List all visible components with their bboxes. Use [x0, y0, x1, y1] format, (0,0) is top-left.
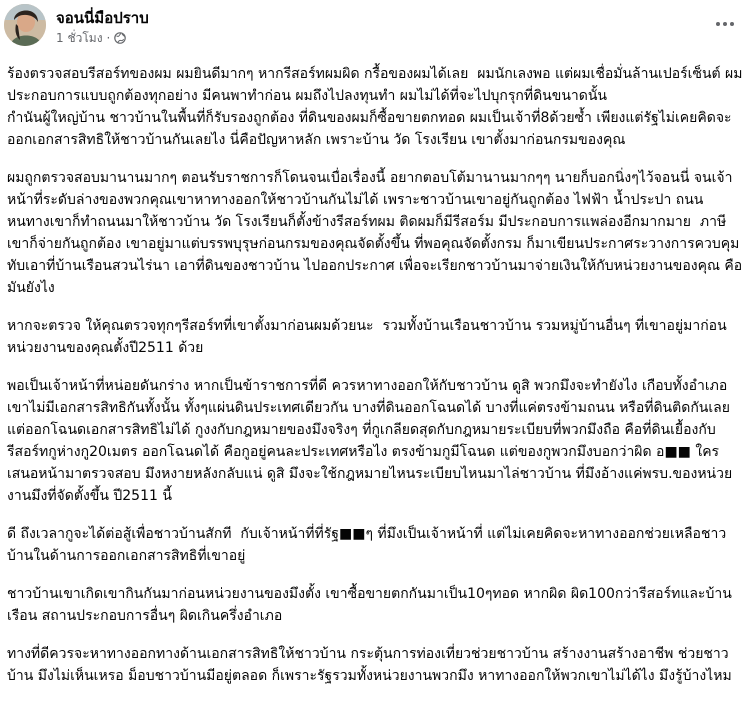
- post-paragraph: ร้องตรวจสอบรีสอร์ทของผม ผมยินดีมากๆ หากรีสอร์ทผมผิด กรื้อของผมได้เลย ผมนักเลงพอ แต่ผมเชื่อมั่นล้านเปอร์เซ็นต์ ผมประกอบการแบบถูกต้องทุกอย่าง มีคนพาทำก่อน ผมถึงไปลงทุนทำ ผมไม่ได้ที่จะไปบุกรุกที่ดินขนาดนั้น กำนันผู้ใหญ่บ้าน ชาวบ้านในพื้นที่ก็รับรองถูกต้อง ที่ดินของผมก็ซื้อขายตกทอด ผมเป็นเจ้าที่8ด้วยซ้ำ เพียงแต่รัฐไม่เคยคิดจะออกเอกสารสิทธิให้ชาวบ้านกันเลยไง นี่คือปัญหาหลัก เพราะบ้าน วัด โรงเรียน เขาตั้งมาก่อนกรมของคุณ: [7, 66, 743, 148]
- more-options-button[interactable]: [707, 6, 743, 42]
- post-paragraph: ทางที่ดีควรจะหาทางออกทางด้านเอกสารสิทธิให้ชาวบ้าน กระตุ้นการท่องเที่ยวช่วยชาวบ้าน สร้างงานสร้างอาชีพ ช่วยชาวบ้าน มึงไม่เห็นเหรอ ม็อบชาวบ้านมีอยู่ตลอด ก็เพราะรัฐรวมทั้งหน่วยงานพวกมึง หาทางออกให้พวกเขาไม่ได้ไง มึงรู้บ้างไหม: [7, 646, 732, 684]
- post-meta: [56, 30, 126, 46]
- avatar[interactable]: [4, 4, 46, 46]
- more-horizontal-icon: [715, 21, 735, 27]
- post-header: [0, 0, 751, 58]
- post-paragraph: ชาวบ้านเขาเกิดเขากินกันมาก่อนหน่วยงานของมึงตั้ง เขาซื้อขายตกกันมาเป็น10ๆทอด หากผิด ผิด100กว่ารีสอร์ทและบ้านเรือน สถานประกอบการอื่นๆ ผิดเกินครึ่งอำเภอ: [7, 586, 732, 624]
- post-timestamp[interactable]: 1 ชั่วโมง: [56, 30, 103, 45]
- post-paragraph: หากจะตรวจ ให้คุณตรวจทุกๆรีสอร์ทที่เขาตั้งมาก่อนผมด้วยนะ รวมทั้งบ้านเรือนชาวบ้าน รวมหมู่บ้านอื่นๆ ที่เขาอยู่มาก่อนหน่วยงานของคุณตั้งปี2511 ด้วย: [7, 318, 727, 356]
- meta-separator: ·: [106, 31, 111, 45]
- post-paragraph: ผมถูกตรวจสอบมานานมากๆ ตอนรับราชการก็โดนจนเบื่อเรื่องนี้ อยากตอบโต้มานานมากๆๆ นายก็บอกนิ่งๆไว้จอนนี่ จนเจ้าหน้าที่ระดับล่างของพวกคุณเขาหาทางออกให้ชาวบ้านกันไม่ได้ เพราะชาวบ้านเขาอยู่กันถูกต้อง ไฟฟ้า น้ำประปา ถนนหนทางเขาก็ทำถนนมาให้ชาวบ้าน วัด โรงเรียนก็ตั้งข้างรีสอร์ทผม ติดผมก็มีรีสอร์ม มีประกอบการแพล่องอีกมากมาย ภาษี เขาก็จ่ายกันถูกต้อง เขาอยู่มาแต่บรรพบุรุษก่อนกรมของคุณจัดตั้งขึ้น ที่พอคุณจัดตั้งกรม ก็มาเขียนประกาศระวางการควบคุมทับเอาที่บ้านเรือนสวนไร่นา เอาที่ดินของชาวบ้าน ไปออกประกาศ เพื่อจะเรียกชาวบ้านมาจ่ายเงินให้กับหน่วยงานของคุณ คือมันยังไง: [7, 170, 743, 296]
- post-paragraph: พอเป็นเจ้าหน้าที่หน่อยดันกร่าง หากเป็นข้าราชการที่ดี ควรหาทางออกให้กับชาวบ้าน ดูสิ พวกมึงจะทำยังไง เกือบทั้งอำเภอ เขาไม่มีเอกสารสิทธิกันทั้งนั้น ทั้งๆแผ่นดินประเทศเดียวกัน บางที่ดินออกโฉนดได้ บางที่แค่ตรงข้ามถนน หรือที่ดินติดกันเลย แต่ออกโฉนดเอกสารสิทธิไม่ได้ กูงงกับกฎหมายของมึงจริงๆ ที่กูเกลียดสุดกับกฎหมายระเบียบที่พวกมึงถือ คือที่ดินเยื้องกับรีสอร์ทกูห่างกู20เมตร ออกโฉนดได้ คือกูอยู่คนละประเทศหรือไง ตรงข้ามกูมีโฉนด แต่ของกูพวกมึงบอกว่าผิด อ■■ ใครเสนอหน้ามาตรวจสอบ มึงหงายหลังกลับแน่ ดูสิ มึงจะใช้กฎหมายไหนระเบียบไหนมาไล่ชาวบ้าน ที่มึงอ้างแค่พรบ.ของหน่วยงานมึงที่จัดตั้งขึ้น ปี2511 นี้: [7, 378, 735, 504]
- avatar-image: [4, 4, 46, 46]
- post-paragraph: ดี ถึงเวลากูจะได้ต่อสู้เพื่อชาวบ้านสักที กับเจ้าหน้าที่ที่รัฐ■■ๆ ที่มึงเป็นเจ้าหน้าที่ แต่ไม่เคยคิดจะหาทางออกช่วยเหลือชาวบ้านในด้านการออกเอกสารสิทธิที่เขาอยู่: [7, 526, 727, 564]
- author-name[interactable]: จอนนี่มือปราบ: [56, 9, 149, 27]
- post-body: [7, 63, 744, 703]
- globe-icon[interactable]: [114, 32, 126, 44]
